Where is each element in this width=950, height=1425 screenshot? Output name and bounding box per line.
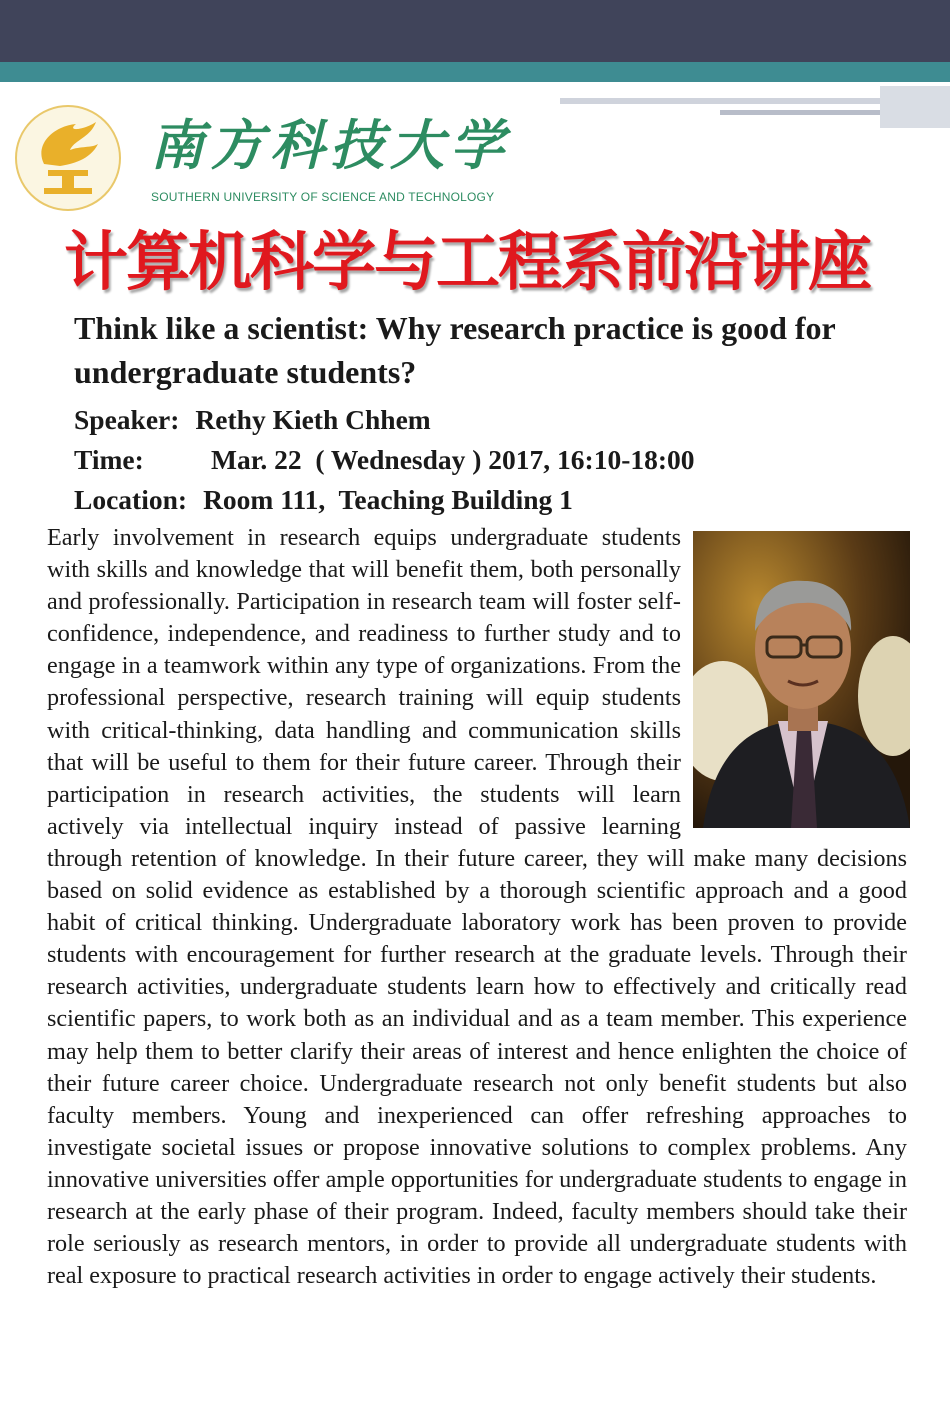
speaker-label: Speaker: [74, 404, 180, 435]
abstract-text: Early involvement in research equips undergraduate students with skills and knowledge that will benefit them, both personally and professionally. Participation in research team will foster self-confidence, independence, and readiness to further study and to engage in a teamwork within any type of organizations. From the professional perspective, research training will equip students with critical-thinking, data handling and communication skills that will be useful to them for their future career. Through their participation in research activities, the students will learn actively via intellectual inquiry instead of passive learning through retention of knowledge. In their future career, they will make many decisions based on solid evidence as established by a thorough scientific approach and a good habit of critical thinking. Undergraduate laboratory work has been proven to provide students with encouragement for further research at the graduate levels. Through their research activities, undergraduate students learn how to effectively and critically read scientific papers, to work both as an individual and as a team member. This experience may help them to better clarify their areas of interest and hence enlighten the choice of their future career choice. Undergraduate research not only benefit students but also faculty members. Young and inexperienced can offer refreshing approaches to investigate societal issues or propose innovative solutions to complex problems. Any innovative universities offer ample opportunities for undergraduate students to engage in research at the early phase of their program. Indeed, faculty members should take their role seriously as research mentors, in order to provide all undergraduate students with real exposure to practical research activities in order to engage actively their students. [47, 524, 907, 1290]
time-value: Mar. 22 ( Wednesday ) 2017, 16:10-18:00 [211, 444, 695, 475]
speaker-name: Rethy Kieth Chhem [195, 404, 431, 435]
university-name-english: SOUTHERN UNIVERSITY OF SCIENCE AND TECHNOLOGY [151, 190, 495, 204]
location-value: Room 111, Teaching Building 1 [203, 484, 573, 515]
time-label: Time: [74, 444, 144, 475]
university-name-chinese: 南方科技大学 [150, 113, 510, 177]
talk-title: Think like a scientist: Why research practice is good for undergraduate students? [74, 310, 836, 390]
location-label: Location: [74, 484, 188, 515]
location-line [74, 480, 573, 520]
lecture-series-title: 计算机科学与工程系前沿讲座 [64, 226, 870, 300]
speaker-line [74, 400, 431, 440]
university-logo-emblem [14, 104, 122, 212]
time-line [74, 440, 695, 480]
